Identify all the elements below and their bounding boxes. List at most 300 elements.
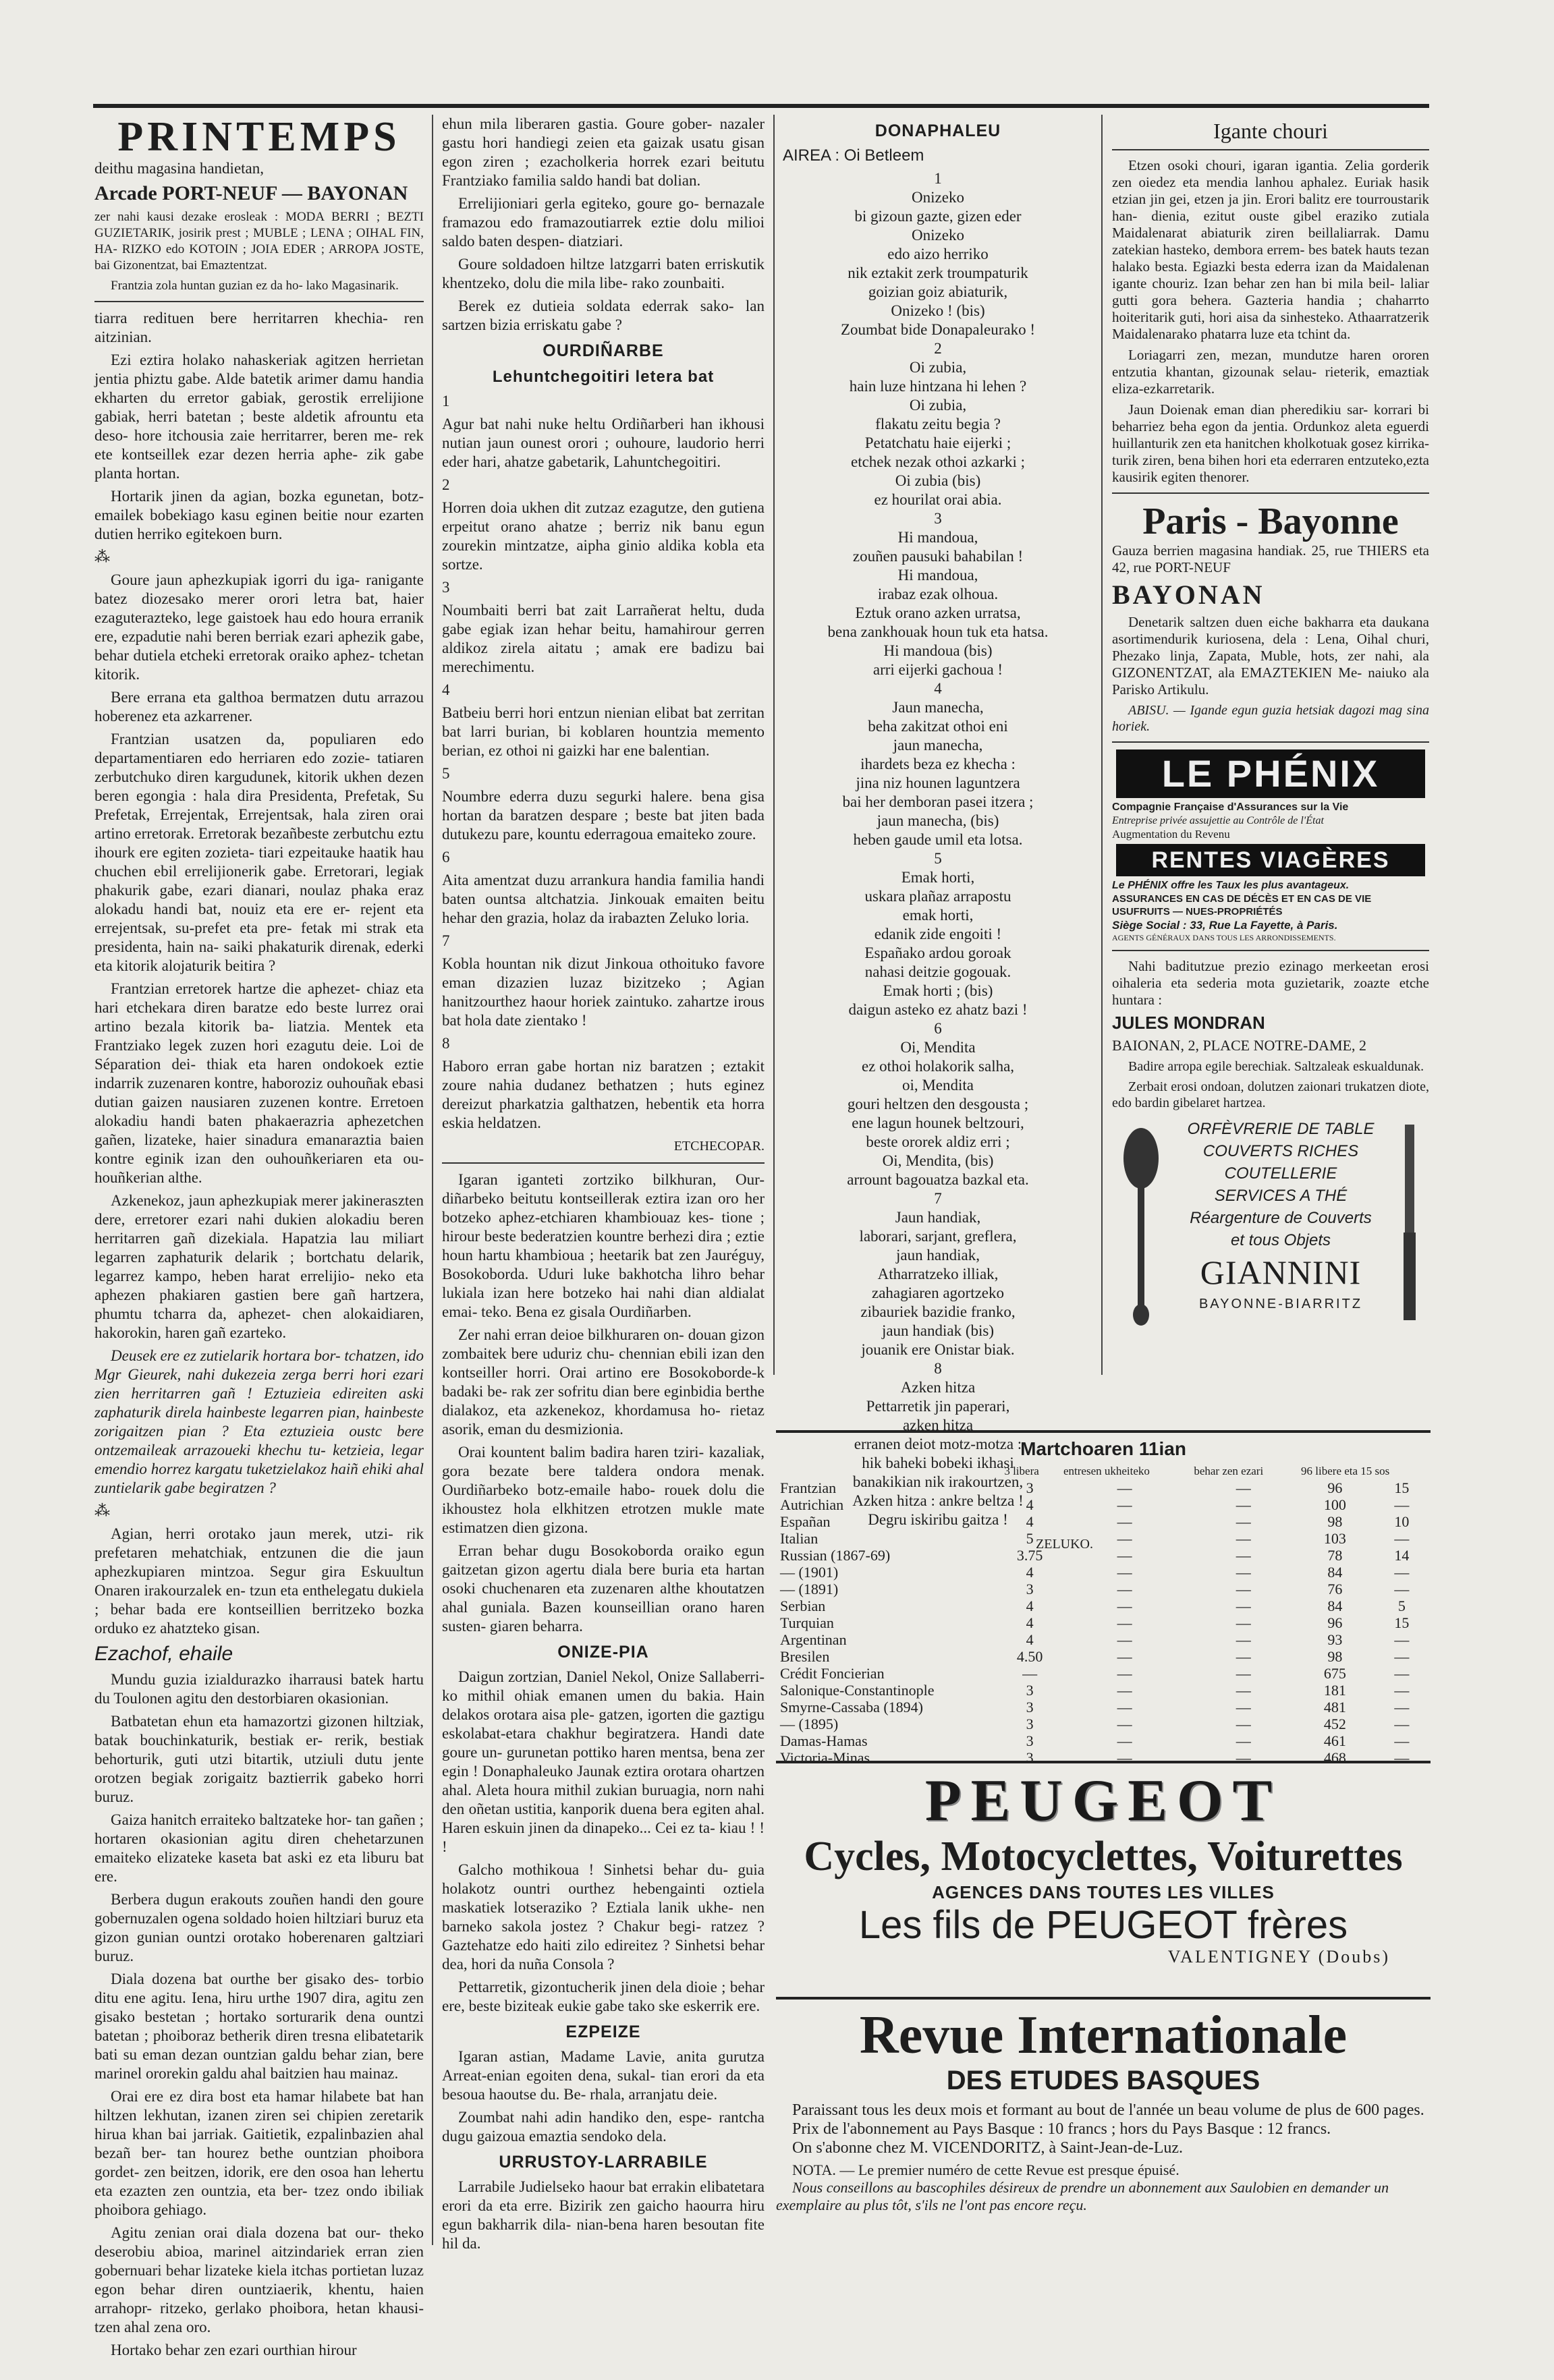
table-header — [776, 1463, 1431, 1479]
table-cell: — — [1117, 1513, 1132, 1530]
article-paragraph: tiarra redituen bere herritarren khechia- ren aitzinian. — [94, 310, 424, 345]
stanza-number: 1 — [442, 393, 450, 409]
verse: oi, Mendita — [901, 1077, 974, 1094]
verse: bena zankhouak houn tuk eta hatsa. — [827, 623, 1049, 640]
ad-line: SERVICES A THÉ — [1214, 1187, 1348, 1205]
table-cell: 452 — [1323, 1716, 1346, 1732]
table-cell: 15 — [1394, 1614, 1410, 1631]
ad-text: Augmentation du Revenu — [1112, 828, 1230, 841]
stanza: Noumbre ederra duzu segurki halere. bena gisa hortan da baratzen despare ; beste bat jiten bada dutukezu pare, kountu ederragoua emaiteko zoure. — [442, 788, 765, 843]
table-row — [776, 1479, 1431, 1496]
table-cell: 5 — [1026, 1530, 1034, 1547]
section-mark: ⁂ — [94, 548, 110, 565]
ad-notice: ABISU. — Igande egun guzia hetsiak dagozi mag sina horiek. — [1112, 703, 1429, 734]
table-cell: Victoria-Minas — [780, 1749, 870, 1766]
article-paragraph: Goure jaun aphezkupiak igorri du iga- ranigante batez diozesako merer orori letra bat, haier ezaguterazteko, lege gaistoek hau edo houra erranik ere, ezpadutie nahi beren berriak ezari aphezik gabe, behar dutiela etcheki erretorak oraiko aphez- tchetan kitorik. — [94, 571, 424, 683]
stanza-1 — [783, 188, 1093, 339]
article-paragraph: Deusek ere ez zutielarik hortara bor- tchatzen, ido Mgr Gieurek, nahi dukezeia zerga berri hori ezari zien herritarren gañ ! Eztuzieia edireiten aski zaphaturik direla hainbeste legarren pian, hainbeste zorigaitzen pian ? Eta eztuzieia oustc bere ontzemaileak arrazoueki khechu tu- ketzieia, legar emendio horrez kargatu tuketzielakoz haiñ ehiki ahal zuntielarik gabe begiratzen ? — [94, 1347, 424, 1496]
verse: Onizeko — [912, 189, 964, 206]
ad-text: Gauza berrien magasina handiak. 25, rue THIERS eta 42, rue PORT-NEUF — [1112, 542, 1429, 575]
article-paragraph: Jaun Doienak eman dian pheredikiu sar- korrari bi beharriez beha egon da jentia. Ordunkoz aleta eguerdi huillanturik zen eta hanitchen kholkotuak gosez kirrika- turik ziren, bena bihen hori eta ederraren entzuteko,ezta kausirik egiten thenorer. — [1112, 401, 1430, 485]
table-row — [776, 1732, 1431, 1749]
table-cell: — — [1236, 1479, 1251, 1496]
table-cell: — — [1394, 1716, 1410, 1732]
ad-location: BAYONNE-BIARRITZ — [1198, 1297, 1363, 1311]
revue-note: NOTA. — Le premier numéro de cette Revue est presque épuisé. — [792, 2161, 1180, 2178]
separator — [1112, 741, 1429, 743]
stanza-7 — [783, 1208, 1093, 1359]
table-cell: 93 — [1327, 1631, 1343, 1648]
table-cell: — — [1394, 1530, 1410, 1547]
table-cell: — — [1394, 1581, 1410, 1597]
article-paragraph: Agian, herri orotako jaun merek, utzi- rik prefetaren mehatchiak, entzunen die die jaun aphezkupiaren mintzoa. Segur gira Eskuultun Onaren irakourzalek en- tzun eta enthelegatu dukiela ; behar bada ere kontseillien berritzeko bozka orduko ez ahatzteko gisan. — [94, 1525, 424, 1637]
table-cell: — — [1117, 1530, 1132, 1547]
table-cell: 481 — [1323, 1699, 1346, 1716]
article-paragraph: ehun mila liberaren gastia. Goure gober- nazaler gastu hori handiegi zeien eta gaizak usatu gisan egon ziren ; ezacholkeria horrek ezari beitutu Frantziako familia saldo handi bat dolian. — [442, 115, 765, 189]
article-paragraph: Gaiza hanitch erraiteko baltzateke hor- tan gañen ; hortaren okasionian agitu diren chehetarzunen emaiteko elizateke kaseta bat aski ez eta liburu bat ere. — [94, 1811, 424, 1885]
article-paragraph: Zer nahi erran deioe bilkhuraren on- douan gizon zombaitek bere uduriz chu- chennian ebili izan den kontseiller horri. Orai artino ere Bosokoborde-k badaki be- rak zer sofritu dian bere eginbidia berthe dialakoz, eta azkenekoz, khordamusa ho- rietaz asorik, eman du desmizionia. — [442, 1326, 765, 1438]
verse: Azken hitza : ankre beltza ! — [852, 1492, 1024, 1509]
table-cell: Turquian — [780, 1614, 834, 1631]
verse: Emak horti ; (bis) — [883, 982, 993, 999]
verse: Pettarretik jin paperari, — [866, 1398, 1010, 1415]
stanza-number: 8 — [442, 1035, 450, 1052]
printemps-note: Frantzia zola huntan guzian ez da ho- lako Magasinarik. — [111, 279, 399, 293]
peugeot-company: Les fils de PEUGEOT frères — [858, 1903, 1348, 1947]
table-cell: — — [1394, 1682, 1410, 1699]
table-cell: 98 — [1327, 1648, 1343, 1665]
verse: beste ororek aldiz erri ; — [866, 1133, 1010, 1150]
printemps-intro: zer nahi kausi dezake erosleak : MODA BERRI ; BEZTI GUZIETARIK, josirik prest ; MUBLE ; LENA ; OIHAL FIN, HA- RIZKO edo KOTOIN ; JOIA EDER ; ARROPA JOSTE, bai Gizonentzat, bai Emaztentzat. — [94, 210, 424, 273]
column-header: entresen ukheiteko — [1063, 1465, 1150, 1477]
table-cell: 4 — [1026, 1513, 1034, 1530]
table-cell: — — [1117, 1597, 1132, 1614]
table-cell: Salonique-Constantinople — [780, 1682, 935, 1699]
ad-text: Siège Social : 33, Rue La Fayette, à Paris. — [1112, 919, 1338, 932]
table-cell: — — [1117, 1496, 1132, 1513]
table-cell: Autrichian — [780, 1496, 844, 1513]
verse: hain luze hintzana hi lehen ? — [849, 378, 1027, 395]
ad-line: et tous Objets — [1230, 1231, 1331, 1249]
ad-text: AGENTS GÉNÉRAUX DANS TOUS LES ARRONDISSEMENTS. — [1112, 933, 1336, 942]
table-cell: 103 — [1323, 1530, 1346, 1547]
table-cell: 3 — [1026, 1716, 1034, 1732]
market-title: Martchoaren 11ian — [1020, 1438, 1186, 1459]
verse: jaun manecha, (bis) — [877, 812, 999, 829]
table-cell: 461 — [1323, 1732, 1346, 1749]
table-cell: — — [1117, 1614, 1132, 1631]
poem — [783, 169, 1093, 1529]
table-cell: — — [1236, 1496, 1251, 1513]
paris-bayonne-title: Paris - Bayonne — [1142, 501, 1399, 542]
stanza-number: 5 — [442, 765, 450, 782]
column-divider — [432, 115, 433, 2245]
separator — [442, 1162, 765, 1164]
stanza-number: 4 — [442, 681, 450, 698]
table-cell: — — [1236, 1631, 1251, 1648]
ad-text: USUFRUITS — NUES-PROPRIÉTÉS — [1112, 906, 1283, 917]
printemps-masthead: PRINTEMPS — [117, 114, 401, 160]
table-cell: — — [1236, 1530, 1251, 1547]
verse: etchek nezak othoi azkarki ; — [851, 453, 1025, 470]
verse: Oi zubia (bis) — [895, 472, 981, 489]
table-row — [776, 1699, 1431, 1716]
article-signature: ETCHECOPAR. — [673, 1139, 765, 1154]
article-paragraph: Hortako behar zen ezari ourthian hirour — [111, 2342, 357, 2358]
table-cell: — — [1236, 1665, 1251, 1682]
stanza-6 — [783, 1038, 1093, 1189]
ad-text: Zerbait erosi ondoan, dolutzen zaionari trukatzen diote, edo bardin gibelaret hartzea. — [1112, 1079, 1429, 1110]
stanza-3 — [783, 528, 1093, 679]
verse: zouñen pausuki bahabilan ! — [852, 548, 1024, 565]
table-row — [776, 1648, 1431, 1665]
peugeot-location: VALENTIGNEY (Doubs) — [1167, 1947, 1390, 1966]
article-paragraph: Loriagarri zen, mezan, mundutze haren ororen entzutia khantan, gizounak selau- rieterik, emaztiak eliza-ezkarretarik. — [1112, 347, 1429, 397]
table-cell: — — [1236, 1614, 1251, 1631]
market-table — [776, 1463, 1431, 1766]
printemps-subtitle: deithu magasina handietan, — [94, 160, 265, 177]
verse: flakatu zeitu begia ? — [875, 416, 1001, 432]
stanza-number: 5 — [934, 850, 942, 867]
table-row — [776, 1496, 1431, 1513]
table-cell: — — [1394, 1496, 1410, 1513]
verse: emak horti, — [902, 907, 974, 924]
verse: beha zakitzat othoi eni — [868, 718, 1008, 735]
table-cell: — — [1117, 1749, 1132, 1766]
table-row — [776, 1513, 1431, 1530]
section-heading: DONAPHALEU — [875, 121, 1001, 140]
article-paragraph: Berbera dugun erakouts zouñen handi den goure gobernuzalen ogena soldado hoien hiltziari buruz eta gizon gunian ountzi orotako hoberenaren galtziari buruz. — [94, 1891, 424, 1964]
table-cell: — — [1117, 1564, 1132, 1581]
table-cell: 3 — [1026, 1732, 1034, 1749]
rentes-viageres-banner: RENTES VIAGÈRES — [1116, 844, 1425, 876]
section-heading: OURDIÑARBE — [543, 341, 664, 360]
revue-title: Revue Internationale — [859, 2006, 1348, 2065]
verse: daigun asteko ez ahatz bazi ! — [848, 1001, 1028, 1018]
article-paragraph: Mundu guzia izialdurazko iharrausi batek hartu du Toulonen agitu den destorbiaren okasionian. — [94, 1671, 424, 1707]
table-cell: — (1891) — [780, 1581, 839, 1597]
ad-line: Réargenture de Couverts — [1190, 1209, 1372, 1227]
table-row — [776, 1682, 1431, 1699]
table-cell: — — [1117, 1547, 1132, 1564]
table-cell: — — [1394, 1631, 1410, 1648]
table-cell: — — [1236, 1732, 1251, 1749]
verse: Oi zubia, — [909, 397, 967, 414]
table-cell: Smyrne-Cassaba (1894) — [780, 1699, 924, 1716]
ad-text: Badire arropa egile berechiak. Saltzaleak eskualdunak. — [1128, 1059, 1424, 1074]
ad-text: Nahi baditutzue prezio ezinago merkeetan erosi oihaleria eta sederia mota guzietarik, zoazte etche huntara : — [1112, 958, 1429, 1008]
stanza: Horren doia ukhen dit zutzaz ezagutze, den gutiena erpeitut orano ahatze ; berriz nik banu egun zourekin mintzatze, aipha ginio aldika kobla eta sortze. — [442, 499, 765, 573]
table-cell: — — [1236, 1564, 1251, 1581]
table-row — [776, 1631, 1431, 1648]
table-cell: 78 — [1327, 1547, 1343, 1564]
table-cell: 84 — [1327, 1564, 1343, 1581]
table-cell: 4 — [1026, 1564, 1034, 1581]
ad-text: Entreprise privée assujettie au Contrôle de l'État — [1112, 815, 1324, 826]
verse: jaun handiak, — [896, 1247, 980, 1264]
stanza-number: 2 — [442, 476, 450, 493]
verse: Eztuk orano azken urratsa, — [855, 604, 1021, 621]
article-paragraph: Igaran astian, Madame Lavie, anita gurutza Arreat-enian egoiten dena, sukal- tian erori da eta besoua haoutse du. Be- rhala, arranjatu deie. — [442, 2048, 765, 2103]
article-signature: Ezachof, ehaile — [94, 1643, 233, 1665]
table-cell: 3 — [1026, 1479, 1034, 1496]
verse: Hi mandoua (bis) — [883, 642, 993, 659]
giannini-ad — [1112, 1118, 1429, 1340]
table-cell: — — [1236, 1699, 1251, 1716]
table-cell: — — [1236, 1547, 1251, 1564]
table-row — [776, 1665, 1431, 1682]
stanza-number: 6 — [934, 1020, 942, 1037]
article-paragraph: Igaran iganteti zortziko bilkhuran, Our- diñarbeko beitutu kontseillerak eztira izan oro her botzeko aphez-etchiaren khambiouaz kes- tione ; hirour beste bederatzien kountre berhezi dira ; eztie houn hartu khambioua ; heetarik bat zen Jauréguy, Bosokoborda. Uduri luke bakhotcha lihro behar lukiala izan here botzeko hai nahi dian aldialat emai- teko. Bena ez gisala Ourdiñarben. — [442, 1171, 765, 1320]
verse: ez hourilat orai abia. — [874, 491, 1002, 508]
verse: bai her demboran pasei itzera ; — [842, 793, 1034, 810]
verse: nik eztakit zerk troumpaturik — [848, 264, 1028, 281]
table-cell: 4 — [1026, 1597, 1034, 1614]
ad-text: ASSURANCES EN CAS DE DÉCÈS ET EN CAS DE VIE — [1112, 893, 1372, 905]
table-cell: — — [1117, 1631, 1132, 1648]
peugeot-logo: PEUGEOT — [924, 1768, 1282, 1834]
section-heading: EZPEIZE — [565, 2022, 641, 2041]
verse: Emak horti, — [901, 869, 975, 886]
table-row — [776, 1597, 1431, 1614]
poem-signature: ZELUKO. — [1036, 1537, 1093, 1552]
revue-ad — [776, 1997, 1431, 2214]
printemps-address: Arcade PORT-NEUF — BAYONAN — [94, 182, 408, 204]
article-paragraph: Azkenekoz, jaun aphezkupiak merer jakineraszten dere, erretorer ezari nahi dukien alokadiu beren herritarren gañ dizekiala. Hapatzia lau miliart legarren zaphaturik delarik ; bortchatu delarik, legarrez kampo, heben harat errelijio- neko eta aphezen phakiaren gastien bere gañ hartzera, phumtu tcharra da, aphezet- chen alokaidiaren, hakorokin, haren gañ ezarteko. — [94, 1192, 424, 1341]
verse: zibauriek bazidie franko, — [860, 1303, 1016, 1320]
knife-icon — [1395, 1125, 1422, 1327]
verse: Jaun manecha, — [892, 699, 984, 716]
verse: laborari, sarjant, greflera, — [859, 1228, 1017, 1245]
ad-address: BAIONAN, 2, PLACE NOTRE-DAME, 2 — [1112, 1037, 1367, 1054]
article-paragraph: Frantzian erretorek hartze die aphezet- chiaz eta hari etchekara diren baratze edo beste lurrez orai artino bezala kitorik ba- liatzia. Mentek eta Frantziako legek zuzen hori ezagutu deie. Loi de Séparation dei- thiak eta haren ondokoek eztie indarrik zuzenaren kontre, haboroziz ouhouñak ebasi dutian gaizen nausiaren zuzenen kontre. Erretoen alokadiu handi baten phakaerazria aphezetchen gañen, lizateke, haier sinadura emanaraztia baien kontre eginik izan den ouhouñkeriaren eta ou- houñkerian althe. — [94, 980, 424, 1186]
stanza-2 — [783, 358, 1093, 509]
stanza-number: 2 — [934, 340, 942, 357]
article-paragraph: Orai kountent balim badira haren tziri- kazaliak, gora bezate bere taldera ondora menak. Ourdiñarbeko botz-emaile habo- rouek dolu die ikhoustez hola elkhitzen etrotzen mukle mate estimatzen dien gizona. — [442, 1444, 765, 1536]
separator — [1112, 492, 1429, 494]
table-cell: 4 — [1026, 1631, 1034, 1648]
table-cell: — — [1117, 1581, 1132, 1597]
table-cell: 3 — [1026, 1749, 1034, 1766]
table-cell: — — [1236, 1648, 1251, 1665]
verse: jouanik ere Onistar biak. — [861, 1341, 1015, 1358]
table-row — [776, 1547, 1431, 1564]
stanza: Noumbaiti berri bat zait Larrañerat heltu, duda gabe egiak izan hehar beitu, hamahirour gerren aldikoz zirela aitatu ; amak ere badizu bai merechimentu. — [442, 602, 765, 675]
section-subheading: Lehuntchegoitiri letera bat — [492, 368, 715, 386]
verse: uskara plañaz arrapostu — [864, 888, 1011, 905]
stanza-4 — [783, 698, 1093, 849]
separator — [1112, 950, 1429, 951]
column-header: 96 libere eta 15 sos — [1301, 1465, 1390, 1477]
table-cell: — — [1117, 1665, 1132, 1682]
market-table-section — [776, 1430, 1431, 1766]
verse: goizian goiz abiaturik, — [868, 283, 1008, 300]
table-cell: 96 — [1327, 1479, 1343, 1496]
table-cell: 76 — [1327, 1581, 1343, 1597]
table-cell: — — [1236, 1513, 1251, 1530]
table-cell: Damas-Hamas — [780, 1732, 868, 1749]
peugeot-agencies: AGENCES DANS TOUTES LES VILLES — [932, 1882, 1275, 1902]
stanza-number: 7 — [442, 932, 450, 949]
table-cell: — — [1117, 1699, 1132, 1716]
table-cell: 3.75 — [1016, 1547, 1043, 1564]
spoon-icon — [1117, 1125, 1165, 1327]
table-cell: 84 — [1327, 1597, 1343, 1614]
table-cell: Argentinan — [780, 1631, 847, 1648]
stanza: Batbeiu berri hori entzun nienian elibat bat zerritan bat larri burian, bi koblaren hountzia memento berian, ez othoi ni gaizki har ene balentian. — [442, 704, 765, 759]
article-paragraph: Daigun zortzian, Daniel Nekol, Onize Sallaberri-ko mithil ohiak emanen umen du bakia. Hain delakos orotara aisa ple- gatzen, igorten die gaztigu eskolabat-etara chakhur begiratzera. Handi date goure un- gurunetan pottiko haren mentsa, bena zer egin ! Donaphaleuko Jaunak eztira orotara ohartzen ahal. Aleta houra mithil zukian buruagia, norn nahi den oñetan ustitia, kanporik duena bera egiten ahal. Haren eskuin jinen da dinapeko... Cei ez ta- kiau ! ! ! — [442, 1668, 765, 1855]
verse: jaun handiak (bis) — [881, 1322, 995, 1339]
table-cell: Russian (1867-69) — [780, 1547, 891, 1564]
column-header: behar zen ezari — [1194, 1465, 1264, 1477]
stanza-number: 1 — [934, 170, 942, 187]
table-cell: 3 — [1026, 1682, 1034, 1699]
table-row — [776, 1716, 1431, 1732]
verse: nahasi deitzie gogouak. — [864, 963, 1011, 980]
column-1 — [94, 114, 424, 2358]
verse: Oi, Mendita — [900, 1039, 976, 1056]
verse: Azken hitza — [900, 1379, 976, 1396]
verse: irabaz ezak olhoua. — [877, 586, 999, 602]
section-mark: ⁂ — [94, 1502, 110, 1519]
column-header: 3 libera — [1004, 1465, 1039, 1477]
article-paragraph: Zoumbat nahi adin handiko den, espe- rantcha dugu gaizoua emaztia sendoko dela. — [442, 2109, 765, 2145]
verse: Zoumbat bide Donapaleurako ! — [840, 321, 1036, 338]
table-cell: — — [1236, 1716, 1251, 1732]
ad-line: ORFÈVRERIE DE TABLE — [1187, 1120, 1375, 1138]
table-cell: — — [1394, 1648, 1410, 1665]
table-cell: Italian — [780, 1530, 818, 1547]
article-title: Igante chouri — [1112, 119, 1429, 150]
revue-price: Prix de l'abonnement au Pays Basque : 10 francs ; hors du Pays Basque : 12 francs. — [792, 2120, 1331, 2138]
verse: azken hitza — [902, 1417, 974, 1434]
article-paragraph: Pettarretik, gizontucherik jinen dela dioie ; behar ere, beste biziteak eukie gabe tako ske eskerrik ere. — [442, 1979, 765, 2014]
verse: Atharratzeko illiak, — [877, 1266, 999, 1282]
table-cell: — — [1236, 1597, 1251, 1614]
table-cell: — — [1236, 1749, 1251, 1766]
section-subheading: AIREA : Oi Betleem — [783, 146, 924, 165]
top-rule — [93, 104, 1429, 108]
verse: banakikian nik irakourtzen, — [852, 1473, 1024, 1490]
ad-city: BAYONAN — [1112, 579, 1265, 610]
article-paragraph: Erran behar dugu Bosokoborda oraiko egun gaitzetan gizon agertu diala bere buria eta hartan osoki chuchenaren eta zuzenaren althe khoutatzen ahal guniala. Bazen kounseillian orano haren susten- giaren beharra. — [442, 1542, 765, 1635]
table-cell: 100 — [1323, 1496, 1346, 1513]
table-cell: — — [1117, 1732, 1132, 1749]
verse: ez othoi holakorik salha, — [861, 1058, 1015, 1075]
revue-text: Paraissant tous les deux mois et formant au bout de l'année un beau volume de plus de 600 pages. — [792, 2101, 1424, 2119]
table-cell: — — [1117, 1682, 1132, 1699]
stanza-number: 6 — [442, 849, 450, 866]
table-cell: 4 — [1026, 1496, 1034, 1513]
verse: Oi zubia, — [909, 359, 967, 376]
verse: jina niz hounen laguntzera — [856, 774, 1020, 791]
revue-note: Nous conseillons au bascophiles désireux de prendre un abonnement aux Saulobien en demander un exemplaire au plus tôt, s'ils ne l'ont pas encore reçu. — [776, 2179, 1389, 2213]
article-paragraph: Galcho mothikoua ! Sinhetsi behar du- guia holakotz ountri ourthez hebengainti oztiela maskatiek lotseraziko ? Eztiala lanik ukhe- nen barneko sakola jostez ? Chakur begi- ratzez ? Gaztehatze edo haiti zilo edireitez ? Sinhetsi behar dea, hori da nuña Consola ? — [442, 1861, 765, 1973]
ad-text: Compagnie Française d'Assurances sur la Vie — [1112, 801, 1349, 813]
column-2 — [442, 115, 765, 2354]
article-paragraph: Berek ez dutieia soldata ederrak sako- lan sartzen bizia erriskatu gabe ? — [442, 298, 765, 333]
table-cell: 3 — [1026, 1581, 1034, 1597]
column-divider — [773, 115, 775, 1375]
verse: Oi, Mendita, (bis) — [882, 1152, 994, 1169]
separator — [94, 301, 424, 302]
column-4 — [1112, 115, 1429, 1417]
stanza-number: 3 — [442, 579, 450, 596]
article-paragraph: Larrabile Judielseko haour bat errakin elibatetara erori da eta erre. Bizirik zen gaicho haourra hiru egun bakharrik dila- nian-bena haren besoutan fite hil da. — [442, 2178, 765, 2252]
verse: arri eijerki gachoua ! — [872, 661, 1003, 678]
table-cell: Frantzian — [780, 1479, 837, 1496]
table-cell: — — [1394, 1732, 1410, 1749]
revue-subtitle: DES ETUDES BASQUES — [946, 2066, 1260, 2095]
table-cell: Serbian — [780, 1597, 826, 1614]
verse: heben gaude umil eta lotsa. — [853, 831, 1023, 848]
table-row — [776, 1581, 1431, 1597]
table-cell: — — [1394, 1749, 1410, 1766]
stanza-number: 7 — [934, 1190, 942, 1207]
verse: jaun manecha, — [893, 737, 983, 754]
table-cell: — — [1117, 1648, 1132, 1665]
section-heading: URRUSTOY-LARRABILE — [499, 2153, 708, 2172]
ad-text: Denetarik saltzen duen eiche bakharra eta daukana asortimendurik kuriosena, dela : Lena, Oihal churi, Phezako linja, Zapata, Muble, hots, zer nahi, ala GIZONENTZAT, ala EMAZTEKIEN Me- naiuko ala Parisko Artikulu. — [1112, 614, 1429, 698]
market-rows — [776, 1479, 1431, 1766]
stanza-number: 8 — [934, 1360, 942, 1377]
table-cell: 14 — [1394, 1547, 1410, 1564]
table-cell: — — [1117, 1479, 1132, 1496]
verse: Españako ardou goroak — [864, 944, 1011, 961]
table-cell: 98 — [1327, 1513, 1343, 1530]
article-paragraph: Frantzian usatzen da, populiaren edo departamentiaren edo herriaren edo zozie- tatiaren zerbutchuko diren kargudunek, kitorik ukhen dezen beren egongia : hala dira Presidenta, Prefetak, Su Prefetak, Errejentak, Errejentsak, hala ziren orai artino erretorak. Erretorak bezañbeste zerbutchu eztu ihourk ere egiten zozieta- tiari ezpeitauke haatik hau chuchen ebil errelijionerik gabe. Erretorari, legiak phakurik gabe, ezari dianari, noulaz phaka eraz alokadu handi bat, nouiz eta ere er- rejent eta errejentsak, su-prefet eta pre- fetak mi strak eta presidenta, hain na- saiki phakaturik direnak, ederki eta kitorik alojaturik beitira ? — [94, 731, 424, 974]
verse: edo aizo herriko — [887, 246, 989, 262]
table-cell: — (1901) — [780, 1564, 839, 1581]
table-cell: — — [1236, 1581, 1251, 1597]
section-heading: ONIZE-PIA — [557, 1643, 649, 1662]
stanza-5 — [783, 868, 1093, 1019]
phenix-logo: LE PHÉNIX — [1116, 749, 1425, 798]
table-cell: Bresilen — [780, 1648, 830, 1665]
verse: Hi mandoua, — [897, 567, 978, 584]
ad-name: JULES MONDRAN — [1112, 1013, 1265, 1033]
table-cell: — (1895) — [780, 1716, 839, 1732]
table-cell: 15 — [1394, 1479, 1410, 1496]
peugeot-ad — [776, 1761, 1431, 1967]
article-paragraph: Hortarik jinen da agian, bozka egunetan, botz-emailek bobekiago kasu eginen beitie nour ezarten dutien herriko egitekoen burn. — [94, 488, 424, 542]
table-cell: Españan — [780, 1513, 831, 1530]
article-paragraph: Agitu zenian orai diala dozena bat our- theko deserobiu abioa, marinel aitzindariek erran zien gobernuari behar lizateke kiela itchas portietan luzaz egon behar diren ountziaerik, khentu, haien arrahopr- ritzeko, gerlako phoibora, hetan khausi- tzen ahal zena oro. — [94, 2224, 424, 2335]
table-cell: — — [1394, 1665, 1410, 1682]
verse: gouri heltzen den desgousta ; — [847, 1096, 1029, 1112]
table-cell: 4 — [1026, 1614, 1034, 1631]
article-paragraph: Batbatetan ehun eta hamazortzi gizonen hiltziak, batak bouchinkaturik, bestiak er- rerik, bestiak behorturik, guti utzi bitartik, utziuli dutu jente orotzen begiak zorigaitz baztierrik gabeko horri buruz. — [94, 1713, 424, 1805]
article-paragraph: Diala dozena bat ourthe ber gisako des- torbio ditu ene agitu. Iena, hiru urthe 1907 dira, agitu zen gisako bestetan ; hortako sorturarik dena ountzi batetan ; phoiboraz betherik diren tresna elibatetarik bati su eman dezan ountzian galdu behar zian, bere marinel ororekin galdu ahal baitzien hau mainaz. — [94, 1971, 424, 2082]
table-cell: 5 — [1397, 1597, 1406, 1614]
verse: Jaun handiak, — [895, 1209, 981, 1226]
stanza: Aita amentzat duzu arrankura handia familia handi baten ountsa altchatzia. Jinkouak emaiten beitu hehar den grazia, holaz da irabazten Zeluko loria. — [442, 872, 765, 926]
verse: Onizeko — [912, 227, 964, 244]
giannini-name: GIANNINI — [1200, 1253, 1362, 1291]
verse: Onizeko ! (bis) — [891, 302, 985, 319]
table-cell: — — [1236, 1682, 1251, 1699]
verse: Hi mandoua, — [897, 529, 978, 546]
stanza-number: 3 — [934, 510, 942, 527]
stanza: Kobla hountan nik dizut Jinkoua othoituko favore eman dizazien luzaz bizitzeko ; Agian hanitzourthez haour horiek zaintuko. zahartze irous bat hola date zientako ! — [442, 955, 765, 1029]
table-cell: 181 — [1323, 1682, 1346, 1699]
verse: ihardets beza ez khecha : — [860, 756, 1016, 772]
table-cell: — — [1394, 1564, 1410, 1581]
article-paragraph: Etzen osoki chouri, igaran igantia. Zelia gorderik zen oiedez eta mendia lanhou aphalez. Euriak hasik etzian jin gei, etzen ja jin. Erori balitz ere tourroustarik han- dienia, ezitut ouste gibel eraziko zutiala Maidalenarat abiaturik ziren beillaliarrak. Damu zatekian hasteko, dembora errem- bes batek hauts tezan halako besta. Egiazki besta ederra izan da Maidalenan igante chouriz. Izan behar zen han bi mila beil- laliar gutti gora behera. Gazteria handia ; chaharrto hoiteritarik guti, hori aisa da sinhesteko. Athaarratzerik Maidalenarako phatarra luze eta tchint da. — [1112, 157, 1429, 342]
column-divider — [1101, 115, 1103, 1375]
peugeot-products: Cycles, Motocyclettes, Voiturettes — [804, 1834, 1403, 1879]
verse: ene lagun hounek beltzouri, — [852, 1114, 1024, 1131]
